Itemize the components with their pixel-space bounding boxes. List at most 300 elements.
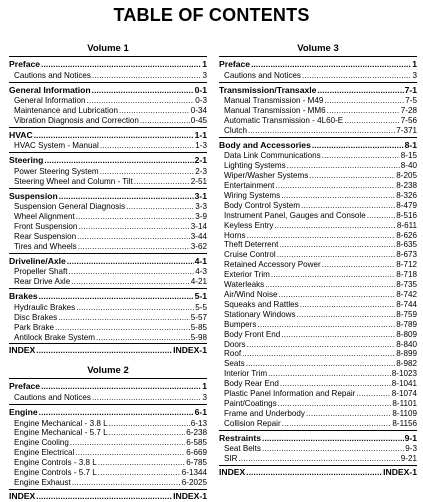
page-number: 8-516 bbox=[396, 210, 417, 220]
dot-leader bbox=[78, 242, 190, 252]
page-number: 6-1 bbox=[194, 406, 207, 417]
page-number: 0-3 bbox=[195, 96, 207, 106]
page-number: 3-62 bbox=[190, 241, 207, 251]
toc-entry-link[interactable] bbox=[219, 454, 417, 464]
page-number: 8-742 bbox=[396, 290, 417, 299]
toc-entry-link[interactable] bbox=[219, 399, 417, 409]
dot-leader bbox=[76, 303, 194, 313]
page-number: 7-1 bbox=[404, 84, 417, 95]
toc-section bbox=[9, 405, 207, 490]
page-number: 8-238 bbox=[396, 181, 417, 191]
entry-label: Lighting Systems bbox=[224, 161, 286, 171]
toc-entry-link[interactable] bbox=[219, 444, 417, 454]
entry-label: Wiper/Washer Systems bbox=[224, 171, 309, 181]
page-number: 1-3 bbox=[195, 141, 207, 151]
page-number: 8-744 bbox=[396, 299, 417, 309]
entry-label: Body Rear End bbox=[224, 379, 279, 389]
toc-entry-link[interactable] bbox=[9, 419, 207, 429]
dot-leader bbox=[34, 131, 194, 142]
toc-entry-link[interactable] bbox=[219, 280, 417, 290]
dot-leader bbox=[297, 310, 396, 320]
dot-leader bbox=[277, 250, 396, 260]
toc-entry-link[interactable] bbox=[219, 320, 417, 330]
section-heading-link[interactable] bbox=[9, 155, 207, 167]
toc-section bbox=[219, 431, 417, 466]
volume-block bbox=[9, 364, 207, 501]
toc-entry-link[interactable] bbox=[9, 116, 207, 126]
entry-label: Seat Belts bbox=[224, 444, 261, 454]
dot-leader bbox=[300, 300, 396, 310]
dot-leader bbox=[247, 231, 396, 241]
dot-leader bbox=[281, 191, 395, 201]
toc-entry-link[interactable] bbox=[9, 478, 207, 488]
page-number: 4-3 bbox=[195, 267, 207, 277]
dot-leader bbox=[322, 260, 396, 270]
toc-entry-link[interactable] bbox=[219, 221, 417, 231]
entry-label: Propeller Shaft bbox=[14, 267, 68, 277]
page-number: 8-982 bbox=[396, 359, 417, 369]
dot-leader bbox=[55, 323, 190, 333]
entry-label: Frame and Underbody bbox=[224, 408, 305, 418]
dot-leader bbox=[59, 192, 194, 203]
dot-leader bbox=[109, 419, 190, 429]
entry-label: Preface bbox=[219, 59, 251, 69]
toc-entry-link[interactable] bbox=[219, 290, 417, 300]
entry-label: Engine Mechanical - 3.8 L bbox=[14, 418, 108, 428]
dot-leader bbox=[257, 320, 395, 330]
page-number: 4-1 bbox=[194, 255, 207, 266]
section-heading-link[interactable] bbox=[219, 433, 417, 445]
dot-leader bbox=[246, 359, 396, 369]
section-heading-link[interactable] bbox=[9, 381, 207, 393]
entry-label: Instrument Panel, Gauges and Console bbox=[224, 210, 366, 220]
toc-section bbox=[9, 189, 207, 254]
toc-entry-link[interactable] bbox=[219, 116, 417, 126]
entry-label: Suspension bbox=[9, 190, 58, 201]
toc-entry-link[interactable] bbox=[9, 303, 207, 313]
entry-label: Engine Controls - 3.8 L bbox=[14, 458, 97, 468]
entry-label: Preface bbox=[9, 59, 41, 69]
page-number: 4-21 bbox=[190, 277, 207, 287]
section-heading-link[interactable] bbox=[9, 256, 207, 268]
entry-label: Brakes bbox=[9, 291, 38, 302]
entry-label: Engine Electrical bbox=[14, 448, 75, 458]
page-number: 8-840 bbox=[396, 339, 417, 349]
toc-section bbox=[9, 128, 207, 154]
toc-entry-link[interactable] bbox=[219, 171, 417, 181]
section-heading-link[interactable] bbox=[9, 59, 207, 71]
entry-label: Cautions and Notices bbox=[14, 393, 91, 403]
section-heading-link[interactable] bbox=[219, 59, 417, 71]
dot-leader bbox=[268, 369, 391, 379]
toc-entry-link[interactable] bbox=[219, 231, 417, 241]
entry-label: Driveline/Axle bbox=[9, 255, 66, 266]
toc-section bbox=[9, 153, 207, 188]
entry-label: Retained Accessory Power bbox=[224, 260, 321, 270]
page-number: 5-57 bbox=[190, 312, 207, 322]
section-heading-link[interactable] bbox=[9, 407, 207, 419]
toc-entry-link[interactable] bbox=[9, 333, 207, 343]
entry-label: Data Link Communications bbox=[224, 151, 321, 161]
entry-label: Horns bbox=[224, 230, 246, 240]
dot-leader bbox=[134, 177, 190, 187]
dot-leader bbox=[36, 345, 172, 355]
entry-label: Vibration Diagnosis and Correction bbox=[14, 115, 139, 125]
dot-leader bbox=[76, 212, 195, 222]
entry-label: Rear Drive Axle bbox=[14, 277, 71, 287]
entry-label: General Information bbox=[9, 84, 91, 95]
dot-leader bbox=[309, 171, 395, 181]
volume-block bbox=[9, 42, 207, 356]
dot-leader bbox=[287, 161, 400, 171]
toc-column-left bbox=[9, 42, 207, 502]
toc-entry-link[interactable] bbox=[9, 212, 207, 222]
toc-entry-link[interactable] bbox=[219, 359, 417, 369]
toc-entry-link[interactable] bbox=[9, 141, 207, 151]
page-number: 9-21 bbox=[400, 454, 417, 464]
page-number: 5-1 bbox=[194, 291, 207, 302]
entry-label: Stationary Windows bbox=[224, 309, 296, 319]
volume-heading: Volume 3 bbox=[219, 42, 417, 57]
dot-leader bbox=[41, 60, 201, 71]
page-number: 8-789 bbox=[396, 319, 417, 329]
dot-leader bbox=[248, 126, 395, 136]
entry-label: INDEX bbox=[9, 345, 36, 356]
section-heading-link[interactable] bbox=[9, 291, 207, 303]
entry-label: Squeaks and Rattles bbox=[224, 299, 299, 309]
entry-label: Suspension General Diagnosis bbox=[14, 202, 126, 212]
page-number: 9-3 bbox=[405, 444, 417, 454]
toc-entry-link[interactable] bbox=[219, 71, 417, 81]
page-number: 0-1 bbox=[194, 84, 207, 95]
entry-label: Air/Wind Noise bbox=[224, 290, 278, 299]
dot-leader bbox=[70, 438, 185, 448]
page-number: 3 bbox=[202, 70, 207, 80]
dot-leader bbox=[98, 468, 181, 478]
page-number: 8-759 bbox=[396, 309, 417, 319]
entry-label: Bumpers bbox=[224, 319, 257, 329]
page-title: TABLE OF CONTENTS bbox=[113, 5, 310, 25]
toc-entry-link[interactable] bbox=[219, 389, 417, 399]
toc-entry-link[interactable] bbox=[9, 242, 207, 252]
entry-label: Plastic Panel Information and Repair bbox=[224, 389, 356, 399]
volume-heading: Volume 2 bbox=[9, 364, 207, 379]
dot-leader bbox=[126, 202, 194, 212]
page-number: 8-611 bbox=[396, 220, 417, 230]
section-heading-link[interactable] bbox=[219, 140, 417, 152]
page-number: 5-85 bbox=[190, 322, 207, 332]
entry-label: Park Brake bbox=[14, 322, 55, 332]
dot-leader bbox=[356, 389, 390, 399]
toc-entry-link[interactable] bbox=[219, 349, 417, 359]
toc-entry-link[interactable] bbox=[219, 211, 417, 221]
entry-label: Restraints bbox=[219, 432, 262, 443]
page-number: 8-1 bbox=[404, 139, 417, 150]
page-number: 6-785 bbox=[186, 458, 207, 468]
toc-section bbox=[9, 379, 207, 405]
page-number: 8-718 bbox=[396, 270, 417, 280]
page-number: 0-34 bbox=[190, 106, 207, 115]
entry-label: Engine bbox=[9, 406, 38, 417]
toc-entry-link[interactable] bbox=[219, 419, 417, 429]
dot-leader bbox=[69, 267, 195, 277]
dot-leader bbox=[98, 458, 186, 468]
page-number: 3-9 bbox=[195, 212, 207, 222]
toc-entry-link[interactable] bbox=[9, 458, 207, 468]
dot-leader bbox=[39, 408, 194, 419]
dot-leader bbox=[280, 379, 391, 389]
page-number: 6-2025 bbox=[181, 478, 207, 487]
toc-entry-link[interactable] bbox=[219, 300, 417, 310]
toc-entry-link[interactable] bbox=[9, 96, 207, 106]
toc-entry-link[interactable] bbox=[219, 201, 417, 211]
dot-leader bbox=[92, 86, 194, 97]
page-number: 1 bbox=[412, 59, 417, 69]
entry-label: Keyless Entry bbox=[224, 220, 274, 230]
toc-entry-link[interactable] bbox=[9, 323, 207, 333]
toc-entry-link[interactable] bbox=[219, 310, 417, 320]
page-number: 8-326 bbox=[396, 190, 417, 200]
entry-label: Cruise Control bbox=[224, 250, 276, 260]
dot-leader bbox=[119, 106, 190, 116]
dot-leader bbox=[278, 399, 392, 409]
entry-label: Wheel Alignment bbox=[14, 212, 75, 222]
toc-entry-link[interactable] bbox=[219, 126, 417, 136]
entry-label: HVAC bbox=[9, 129, 33, 140]
entry-label: Maintenance and Lubrication bbox=[14, 106, 118, 115]
toc-entry-link[interactable] bbox=[219, 340, 417, 350]
entry-label: Entertainment bbox=[224, 181, 275, 191]
toc-entry-link[interactable] bbox=[9, 438, 207, 448]
toc-entry-link[interactable] bbox=[9, 177, 207, 187]
dot-leader bbox=[279, 240, 395, 250]
dot-leader bbox=[367, 211, 396, 221]
section-heading-link[interactable] bbox=[9, 130, 207, 142]
dot-leader bbox=[281, 330, 395, 340]
entry-label: Power Steering System bbox=[14, 166, 99, 176]
entry-label: Front Suspension bbox=[14, 222, 78, 232]
entry-label: Transmission/Transaxle bbox=[219, 84, 317, 95]
page-number: 6-1344 bbox=[181, 468, 207, 478]
toc-entry-link[interactable] bbox=[9, 267, 207, 277]
toc-entry-link[interactable] bbox=[9, 277, 207, 287]
volume-block bbox=[219, 42, 417, 478]
toc-entry-link[interactable] bbox=[219, 409, 417, 419]
toc-entry-link[interactable] bbox=[219, 181, 417, 191]
page-number: 7-28 bbox=[400, 106, 417, 115]
entry-label: Manual Transmission - M49 bbox=[224, 96, 324, 106]
index-link[interactable] bbox=[9, 490, 207, 502]
page-number: 3 bbox=[202, 393, 207, 403]
entry-label: HVAC System - Manual bbox=[14, 141, 99, 151]
dot-leader bbox=[140, 116, 190, 126]
page-number: 5-5 bbox=[195, 302, 207, 312]
entry-label: Wiring Systems bbox=[224, 190, 281, 200]
dot-leader bbox=[71, 277, 190, 287]
toc-section bbox=[219, 138, 417, 431]
page-number: 7-56 bbox=[400, 115, 417, 125]
page-number: 8-1109 bbox=[392, 408, 417, 418]
entry-label: Body Control System bbox=[224, 200, 301, 210]
toc-entry-link[interactable] bbox=[9, 393, 207, 403]
dot-leader bbox=[246, 467, 382, 477]
dot-leader bbox=[324, 96, 404, 106]
dot-leader bbox=[302, 71, 412, 81]
entry-label: INDEX bbox=[9, 490, 36, 501]
dot-leader bbox=[344, 116, 400, 126]
page-number: INDEX-1 bbox=[173, 345, 207, 356]
dot-leader bbox=[239, 454, 400, 464]
page-number: 6-13 bbox=[190, 418, 207, 428]
entry-label: Interior Trim bbox=[224, 369, 268, 379]
toc-entry-link[interactable] bbox=[219, 379, 417, 389]
page-number: 8-1041 bbox=[391, 379, 417, 389]
toc-entry-link[interactable] bbox=[219, 240, 417, 250]
page-number: 1 bbox=[202, 59, 207, 69]
page-number: 6-238 bbox=[186, 428, 207, 438]
entry-label: Engine Exhaust bbox=[14, 478, 71, 487]
page-number: 2-1 bbox=[194, 155, 207, 166]
page-number: 0-45 bbox=[190, 115, 207, 125]
dot-leader bbox=[317, 86, 403, 97]
entry-label: Tires and Wheels bbox=[14, 241, 77, 251]
page-number: 8-15 bbox=[400, 151, 417, 161]
toc-entry-link[interactable] bbox=[219, 250, 417, 260]
toc-section bbox=[9, 254, 207, 289]
page-number: 8-40 bbox=[400, 161, 417, 171]
toc-entry-link[interactable] bbox=[9, 202, 207, 212]
dot-leader bbox=[301, 201, 395, 211]
entry-label: Cautions and Notices bbox=[14, 70, 91, 80]
page-number: 2-3 bbox=[195, 166, 207, 176]
toc-entry-link[interactable] bbox=[219, 106, 417, 116]
dot-leader bbox=[242, 349, 395, 359]
dot-leader bbox=[109, 428, 186, 438]
entry-label: Steering bbox=[9, 155, 44, 166]
page-number: 7-5 bbox=[405, 96, 417, 106]
page-number: 8-635 bbox=[396, 240, 417, 250]
entry-label: Antilock Brake System bbox=[14, 332, 95, 342]
toc-section bbox=[219, 57, 417, 83]
entry-label: Clutch bbox=[224, 125, 247, 135]
toc-entry-link[interactable] bbox=[219, 270, 417, 280]
dot-leader bbox=[247, 340, 396, 350]
page-number: 9-1 bbox=[404, 432, 417, 443]
toc-entry-link[interactable] bbox=[9, 222, 207, 232]
page-number: 8-479 bbox=[396, 200, 417, 210]
toc-section bbox=[9, 83, 207, 128]
page-number: INDEX-1 bbox=[173, 490, 207, 501]
toc-entry-link[interactable] bbox=[9, 232, 207, 242]
dot-leader bbox=[67, 257, 194, 268]
toc-section bbox=[219, 83, 417, 138]
toc-entry-link[interactable] bbox=[9, 167, 207, 177]
entry-label: Body Front End bbox=[224, 329, 281, 339]
entry-label: Theft Deterrent bbox=[224, 240, 279, 250]
page-number: 8-735 bbox=[396, 280, 417, 290]
entry-label: Seats bbox=[224, 359, 245, 369]
toc-entry-link[interactable] bbox=[219, 161, 417, 171]
entry-label: SIR bbox=[224, 454, 238, 464]
dot-leader bbox=[77, 232, 190, 242]
entry-label: Collision Repair bbox=[224, 418, 281, 428]
page-number: 8-1074 bbox=[391, 389, 417, 399]
toc-entry-link[interactable] bbox=[9, 106, 207, 116]
dot-leader bbox=[275, 181, 395, 191]
entry-label: Exterior Trim bbox=[224, 270, 270, 280]
toc-entry-link[interactable] bbox=[219, 369, 417, 379]
toc-entry-link[interactable] bbox=[219, 96, 417, 106]
page-number: 1 bbox=[202, 381, 207, 392]
dot-leader bbox=[58, 313, 190, 323]
dot-leader bbox=[92, 393, 202, 403]
dot-leader bbox=[39, 292, 194, 303]
entry-label: Disc Brakes bbox=[14, 312, 58, 322]
page-number: 2-51 bbox=[190, 176, 207, 186]
toc-section bbox=[9, 57, 207, 83]
index-link[interactable] bbox=[219, 466, 417, 478]
dot-leader bbox=[274, 221, 395, 231]
dot-leader bbox=[262, 434, 404, 445]
section-heading-link[interactable] bbox=[9, 85, 207, 97]
entry-label: INDEX bbox=[219, 467, 246, 478]
page-number: 7-371 bbox=[396, 125, 417, 135]
toc-entry-link[interactable] bbox=[9, 468, 207, 478]
dot-leader bbox=[87, 96, 195, 106]
index-link[interactable] bbox=[9, 344, 207, 356]
page-number: 8-626 bbox=[396, 230, 417, 240]
toc-entry-link[interactable] bbox=[219, 330, 417, 340]
dot-leader bbox=[72, 478, 181, 488]
page-number: 3-14 bbox=[190, 222, 207, 232]
toc-entry-link[interactable] bbox=[9, 313, 207, 323]
dot-leader bbox=[92, 71, 202, 81]
entry-label: Roof bbox=[224, 349, 242, 359]
dot-leader bbox=[75, 448, 185, 458]
section-heading-link[interactable] bbox=[219, 85, 417, 97]
entry-label: Manual Transmission - MM6 bbox=[224, 106, 326, 115]
page-number: 3-3 bbox=[195, 202, 207, 212]
toc-entry-link[interactable] bbox=[219, 191, 417, 201]
dot-leader bbox=[306, 409, 391, 419]
entry-label: Engine Mechanical - 5.7 L bbox=[14, 428, 108, 438]
page-number: 1-1 bbox=[194, 129, 207, 140]
dot-leader bbox=[312, 141, 404, 152]
entry-label: Rear Suspension bbox=[14, 232, 77, 242]
toc-entry-link[interactable] bbox=[219, 151, 417, 161]
dot-leader bbox=[322, 151, 400, 161]
section-heading-link[interactable] bbox=[9, 191, 207, 203]
toc-entry-link[interactable] bbox=[219, 260, 417, 270]
page-number: 3 bbox=[412, 70, 417, 80]
page-number: 8-673 bbox=[396, 250, 417, 260]
toc-entry-link[interactable] bbox=[9, 448, 207, 458]
dot-leader bbox=[282, 419, 392, 429]
toc-entry-link[interactable] bbox=[9, 428, 207, 438]
entry-label: Automatic Transmission - 4L60-E bbox=[224, 115, 344, 125]
page-number: 6-585 bbox=[186, 438, 207, 448]
dot-leader bbox=[96, 333, 190, 343]
entry-label: Engine Controls - 5.7 L bbox=[14, 468, 97, 478]
entry-label: Preface bbox=[9, 381, 41, 392]
page-number: 3-1 bbox=[194, 190, 207, 201]
toc-entry-link[interactable] bbox=[9, 71, 207, 81]
dot-leader bbox=[327, 106, 400, 116]
entry-label: Body and Accessories bbox=[219, 139, 311, 150]
page-number: 6-669 bbox=[186, 448, 207, 458]
entry-label: Doors bbox=[224, 339, 246, 349]
entry-label: Waterleaks bbox=[224, 280, 265, 290]
